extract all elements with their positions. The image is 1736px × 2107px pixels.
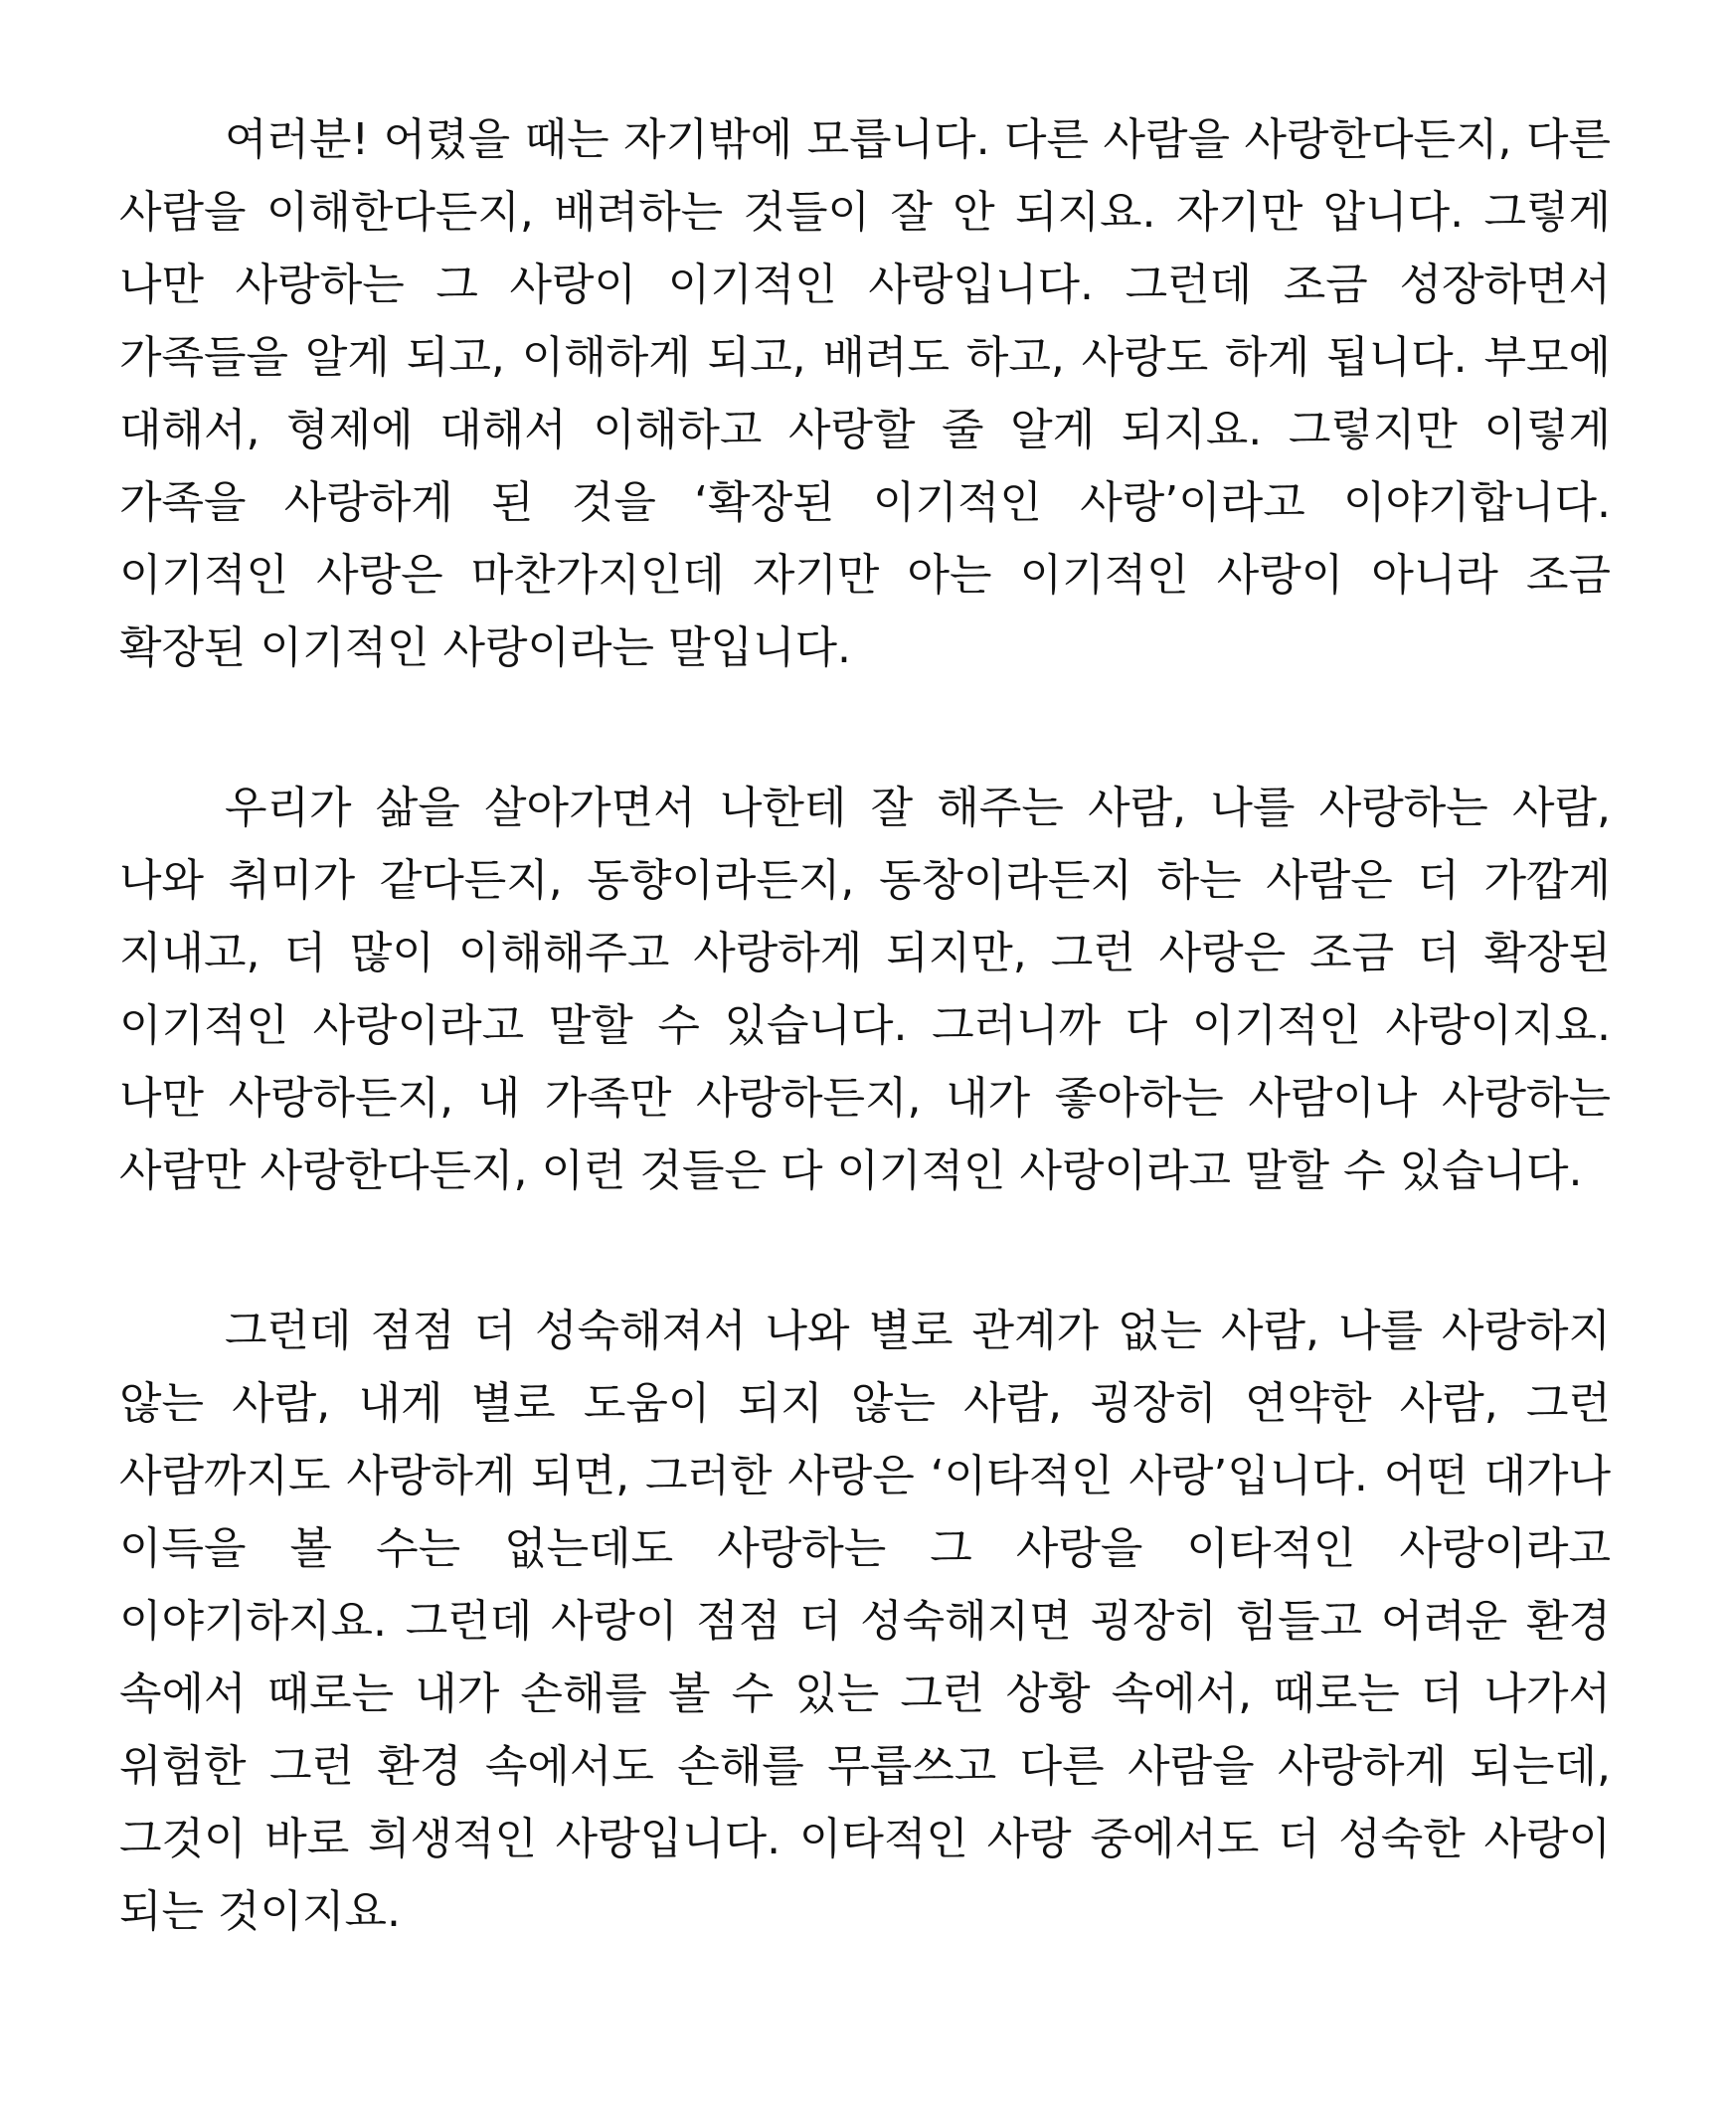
paragraph-3: 그런데 점점 더 성숙해져서 나와 별로 관계가 없는 사람, 나를 사랑하지 않는 사람, 내게 별로 도움이 되지 않는 사람, 굉장히 연약한 사람, 그런 사람까지도 사랑하게 되면, 그러한 사랑은 ‘이타적인 사랑’입니다. 어떤 대가나 이득을 볼 수는 없는데도 사랑하는 그 사랑을 이타적인 사랑이라고 이야기하지요. 그런데 사랑이 점점 더 성숙해지면 굉장히 힘들고 어려운 환경 속에서 때로는 내가 손해를 볼 수 있는 그런 상황 속에서, 때로는 더 나가서 위험한 그런 환경 속에서도 손해를 무릅쓰고 다른 사람을 사랑하게 되는데, 그것이 바로 희생적인 사랑입니다. 이타적인 사랑 중에서도 더 성숙한 사랑이 되는 것이지요. <box>119 1306 1612 1937</box>
paragraph-2: 우리가 삶을 살아가면서 나한테 잘 해주는 사람, 나를 사랑하는 사람, 나와 취미가 같다든지, 동향이라든지, 동창이라든지 하는 사람은 더 가깝게 지내고, 더 많이 이해해주고 사랑하게 되지만, 그런 사랑은 조금 더 확장된 이기적인 사랑이라고 말할 수 있습니다. 그러니까 다 이기적인 사랑이지요. 나만 사랑하든지, 내 가족만 사랑하든지, 내가 좋아하는 사람이나 사랑하는 사람만 사랑한다든지, 이런 것들은 다 이기적인 사랑이라고 말할 수 있습니다. <box>119 783 1611 1196</box>
paragraph-1: 여러분! 어렸을 때는 자기밖에 모릅니다. 다른 사람을 사랑한다든지, 다른 사람을 이해한다든지, 배려하는 것들이 잘 안 되지요. 자기만 압니다. 그렇게 나만 사랑하는 그 사랑이 이기적인 사랑입니다. 그런데 조금 성장하면서 가족들을 알게 되고, 이해하게 되고, 배려도 하고, 사랑도 하게 됩니다. 부모에 대해서, 형제에 대해서 이해하고 사랑할 줄 알게 되지요. 그렇지만 이렇게 가족을 사랑하게 된 것을 ‘확장된 이기적인 사랑’이라고 이야기합니다. 이기적인 사랑은 마찬가지인데 자기만 아는 이기적인 사랑이 아니라 조금 확장된 이기적인 사랑이라는 말입니다. <box>119 114 1611 673</box>
